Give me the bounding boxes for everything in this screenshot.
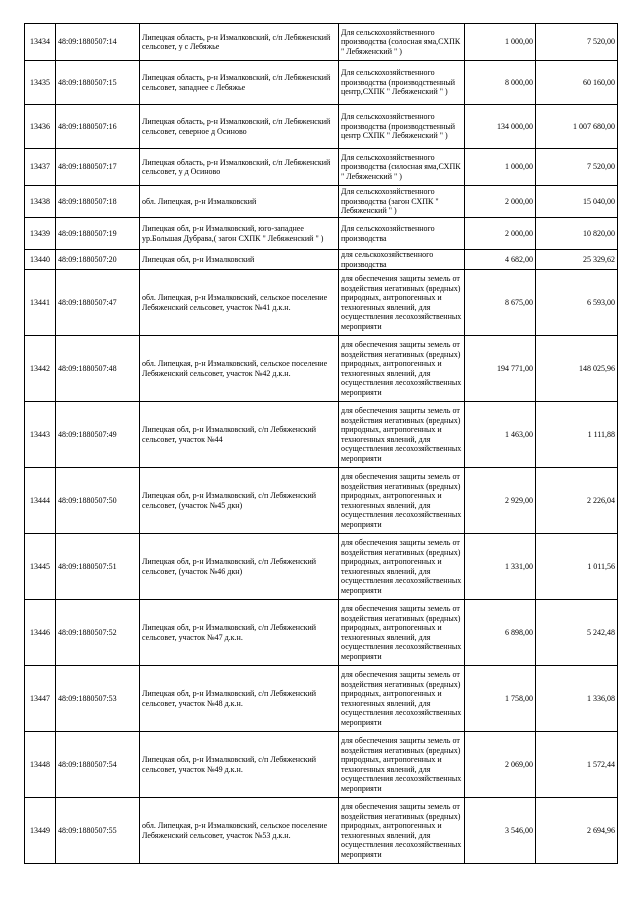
cadastral-number: 48:09:1880507:51: [56, 534, 140, 600]
cadastral-number: 48:09:1880507:16: [56, 105, 140, 149]
permitted-use-cell: для обеспечения защиты земель от воздействия негативных (вредных) природных, антропогенных и техногенных явлений, для осуществления лесохозяйственных мероприяти: [339, 600, 465, 666]
table-row: [25, 61, 618, 105]
cadastral-number: 48:09:1880507:14: [56, 24, 140, 61]
row-number: 13448: [25, 732, 56, 798]
cadastral-number: 48:09:1880507:17: [56, 149, 140, 186]
permitted-use-cell: Для сельскохозяйственного производства (солосная яма,СХПК " Лебяженский " ): [339, 24, 465, 61]
cadastral-number: 48:09:1880507:54: [56, 732, 140, 798]
cadastral-value-cell: 7 520,00: [536, 24, 618, 61]
area-cell: 1 758,00: [465, 666, 536, 732]
table-row: [25, 600, 618, 666]
area-cell: 3 546,00: [465, 798, 536, 864]
table-row: [25, 218, 618, 250]
row-number: 13438: [25, 186, 56, 218]
row-number: 13436: [25, 105, 56, 149]
permitted-use-cell: для обеспечения защиты земель от воздействия негативных (вредных) природных, антропогенных и техногенных явлений, для осуществления лесохозяйственных мероприяти: [339, 534, 465, 600]
permitted-use-cell: Для сельскохозяйственного производства: [339, 218, 465, 250]
cadastral-value-cell: 5 242,48: [536, 600, 618, 666]
row-number: 13441: [25, 270, 56, 336]
row-number: 13435: [25, 61, 56, 105]
cadastral-number: 48:09:1880507:15: [56, 61, 140, 105]
cadastral-value-cell: 25 329,62: [536, 250, 618, 270]
cadastral-value-cell: 1 336,08: [536, 666, 618, 732]
area-cell: 1 463,00: [465, 402, 536, 468]
area-cell: 6 898,00: [465, 600, 536, 666]
cadastral-value-cell: 7 520,00: [536, 149, 618, 186]
table-row: [25, 24, 618, 61]
table-row: [25, 336, 618, 402]
address-cell: обл. Липецкая, р-н Измалковский, сельское поселение Лебяженский сельсовет, участок №41 д.к.н.: [140, 270, 339, 336]
area-cell: 8 675,00: [465, 270, 536, 336]
permitted-use-cell: для обеспечения защиты земель от воздействия негативных (вредных) природных, антропогенных и техногенных явлений, для осуществления лесохозяйственных мероприяти: [339, 666, 465, 732]
table-row: [25, 468, 618, 534]
cadastral-number: 48:09:1880507:53: [56, 666, 140, 732]
area-cell: 1 331,00: [465, 534, 536, 600]
cadastral-value-cell: 6 593,00: [536, 270, 618, 336]
address-cell: Липецкая обл, р-н Измалковский, с/п Лебяженский сельсовет, участок №48 д.к.н.: [140, 666, 339, 732]
table-row: [25, 798, 618, 864]
cadastral-value-cell: 148 025,96: [536, 336, 618, 402]
row-number: 13437: [25, 149, 56, 186]
row-number: 13444: [25, 468, 56, 534]
cadastral-value-cell: 1 111,88: [536, 402, 618, 468]
row-number: 13443: [25, 402, 56, 468]
area-cell: 2 000,00: [465, 218, 536, 250]
cadastral-value-cell: 60 160,00: [536, 61, 618, 105]
table-row: [25, 270, 618, 336]
address-cell: Липецкая обл, р-н Измалковский, с/п Лебяженский сельсовет, участок №49 д.к.н.: [140, 732, 339, 798]
area-cell: 4 682,00: [465, 250, 536, 270]
row-number: 13449: [25, 798, 56, 864]
area-cell: 2 000,00: [465, 186, 536, 218]
address-cell: Липецкая область, р-н Измалковский, с/п Лебяженский сельсовет, у д Осиново: [140, 149, 339, 186]
table-row: [25, 186, 618, 218]
address-cell: Липецкая обл, р-н Измалковский, с/п Лебяженский сельсовет, участок №47 д.к.н.: [140, 600, 339, 666]
area-cell: 8 000,00: [465, 61, 536, 105]
permitted-use-cell: Для сельскохозяйственного производства (загон СХПК " Лебяженский " ): [339, 186, 465, 218]
area-cell: 2 069,00: [465, 732, 536, 798]
cadastral-number: 48:09:1880507:50: [56, 468, 140, 534]
cadastral-value-cell: 15 040,00: [536, 186, 618, 218]
address-cell: Липецкая обл, р-н Измалковский, с/п Лебяженский сельсовет, (участок №46 дкн): [140, 534, 339, 600]
address-cell: Липецкая область, р-н Измалковский, с/п Лебяженский сельсовет, северное д Осиново: [140, 105, 339, 149]
permitted-use-cell: для обеспечения защиты земель от воздействия негативных (вредных) природных, антропогенных и техногенных явлений, для осуществления лесохозяйственных мероприяти: [339, 798, 465, 864]
address-cell: Липецкая обл, р-н Измалковский, юго-западнее ур.Большая Дубрава,( загон СХПК " Лебяженский " ): [140, 218, 339, 250]
cadastral-number: 48:09:1880507:20: [56, 250, 140, 270]
address-cell: обл. Липецкая, р-н Измалковский, сельское поселение Лебяженский сельсовет, участок №42 д.к.н.: [140, 336, 339, 402]
cadastral-value-cell: 1 011,56: [536, 534, 618, 600]
cadastral-value-cell: 1 007 680,00: [536, 105, 618, 149]
cadastral-value-cell: 1 572,44: [536, 732, 618, 798]
cadastral-number: 48:09:1880507:18: [56, 186, 140, 218]
permitted-use-cell: для обеспечения защиты земель от воздействия негативных (вредных) природных, антропогенных и техногенных явлений, для осуществления лесохозяйственных мероприяти: [339, 402, 465, 468]
permitted-use-cell: для обеспечения защиты земель от воздействия негативных (вредных) природных, антропогенных и техногенных явлений, для осуществления лесохозяйственных мероприяти: [339, 336, 465, 402]
cadastral-value-cell: 2 694,96: [536, 798, 618, 864]
cadastral-number: 48:09:1880507:49: [56, 402, 140, 468]
row-number: 13440: [25, 250, 56, 270]
row-number: 13442: [25, 336, 56, 402]
address-cell: Липецкая обл, р-н Измалковский, с/п Лебяженский сельсовет, (участок №45 дкн): [140, 468, 339, 534]
address-cell: обл. Липецкая, р-н Измалковский, сельское поселение Лебяженский сельсовет, участок №53 д.к.н.: [140, 798, 339, 864]
row-number: 13446: [25, 600, 56, 666]
area-cell: 2 929,00: [465, 468, 536, 534]
address-cell: Липецкая обл, р-н Измалковский: [140, 250, 339, 270]
permitted-use-cell: для сельскохозяйственного производства: [339, 250, 465, 270]
table-row: [25, 402, 618, 468]
area-cell: 1 000,00: [465, 149, 536, 186]
permitted-use-cell: Для сельскохозяйственного производства (производственный центр СХПК " Лебяженский " ): [339, 105, 465, 149]
table-row: [25, 105, 618, 149]
cadastral-number: 48:09:1880507:55: [56, 798, 140, 864]
permitted-use-cell: для обеспечения защиты земель от воздействия негативных (вредных) природных, антропогенных и техногенных явлений, для осуществления лесохозяйственных мероприяти: [339, 270, 465, 336]
area-cell: 1 000,00: [465, 24, 536, 61]
address-cell: Липецкая обл, р-н Измалковский, с/п Лебяженский сельсовет, участок №44: [140, 402, 339, 468]
row-number: 13445: [25, 534, 56, 600]
table-row: [25, 666, 618, 732]
area-cell: 134 000,00: [465, 105, 536, 149]
row-number: 13439: [25, 218, 56, 250]
cadastral-number: 48:09:1880507:48: [56, 336, 140, 402]
cadastral-number: 48:09:1880507:47: [56, 270, 140, 336]
permitted-use-cell: для обеспечения защиты земель от воздействия негативных (вредных) природных, антропогенных и техногенных явлений, для осуществления лесохозяйственных мероприяти: [339, 468, 465, 534]
row-number: 13447: [25, 666, 56, 732]
cadastral-number: 48:09:1880507:52: [56, 600, 140, 666]
table-row: [25, 250, 618, 270]
address-cell: Липецкая область, р-н Измалковский, с/п Лебяженский сельсовет, у с Лебяжье: [140, 24, 339, 61]
table-row: [25, 534, 618, 600]
row-number: 13434: [25, 24, 56, 61]
cadastral-number: 48:09:1880507:19: [56, 218, 140, 250]
permitted-use-cell: для обеспечения защиты земель от воздействия негативных (вредных) природных, антропогенных и техногенных явлений, для осуществления лесохозяйственных мероприяти: [339, 732, 465, 798]
address-cell: обл. Липецкая, р-н Измалковский: [140, 186, 339, 218]
address-cell: Липецкая область, р-н Измалковский, с/п Лебяженский сельсовет, западнее с Лебяжье: [140, 61, 339, 105]
land-registry-table: [24, 23, 618, 864]
table-row: [25, 149, 618, 186]
cadastral-value-cell: 10 820,00: [536, 218, 618, 250]
table-row: [25, 732, 618, 798]
cadastral-value-cell: 2 226,04: [536, 468, 618, 534]
area-cell: 194 771,00: [465, 336, 536, 402]
permitted-use-cell: Для сельскохозяйственного производства (производственный центр,СХПК " Лебяженский " ): [339, 61, 465, 105]
permitted-use-cell: Для сельскохозяйственного производства (силосная яма,СХПК " Лебяженский " ): [339, 149, 465, 186]
